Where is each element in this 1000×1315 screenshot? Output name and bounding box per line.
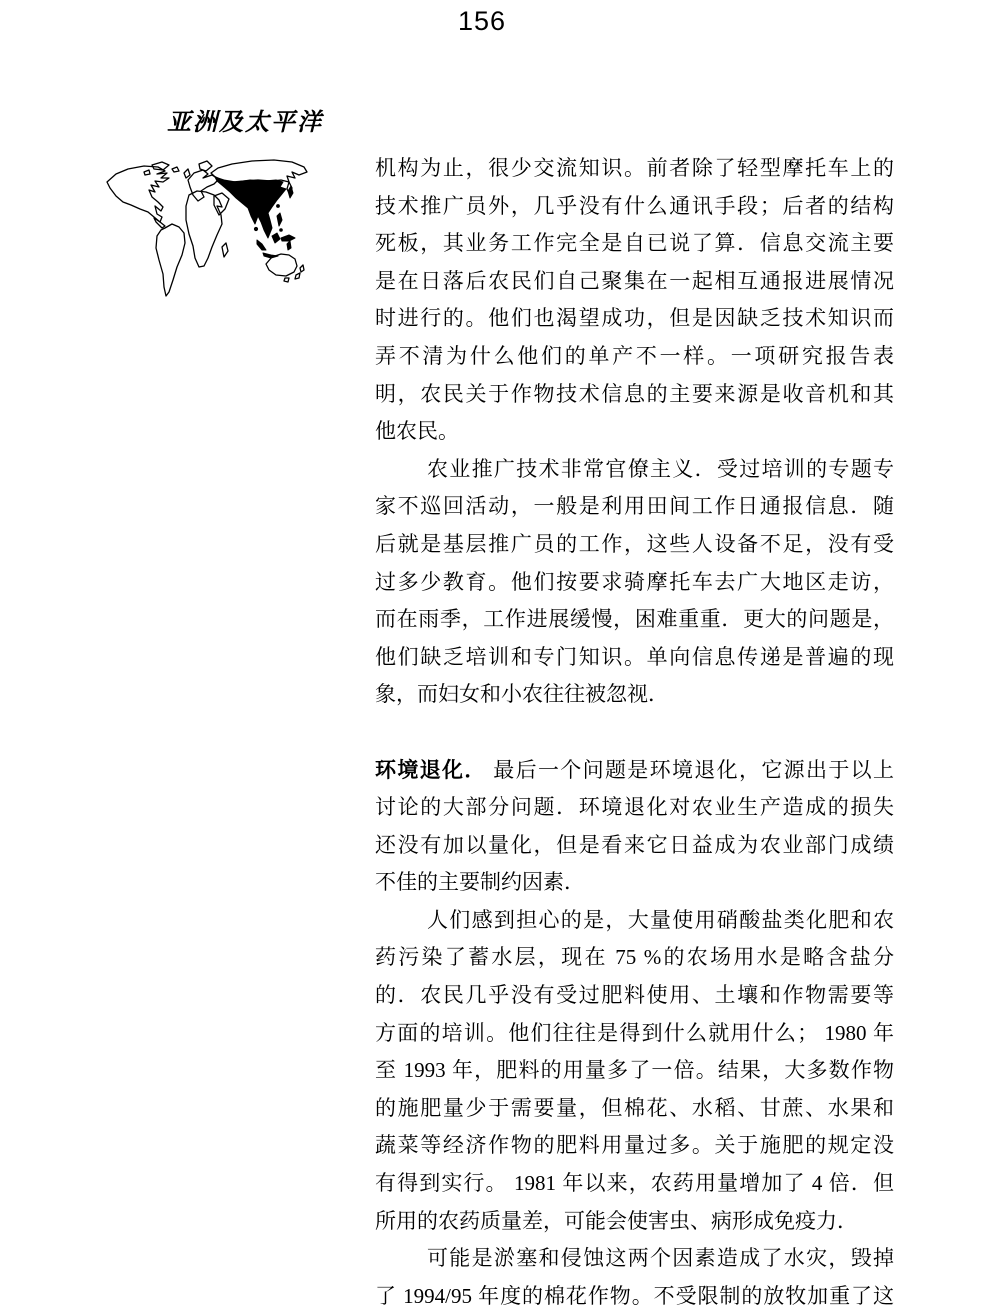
text-line: 死板，其业务工作完全是自已说了算．信息交流主要 — [375, 231, 894, 256]
text-line: 象，而妇女和小农往往被忽视． — [375, 682, 669, 707]
map-taiwan — [277, 205, 280, 208]
map-arctic-islet-2 — [144, 170, 150, 175]
map-madagascar — [222, 243, 228, 257]
map-philippines — [277, 213, 282, 226]
map-philippines-islet — [280, 229, 283, 232]
text-line: 至 1993 年，肥料的用量多了一倍。结果，大多数作物 — [375, 1058, 894, 1083]
text-line: 是在日落后农民们自己聚集在一起相互通报进展情况 — [375, 268, 894, 293]
text-line: 所用的农药质量差，可能会使害虫、病形成免疫力． — [375, 1208, 858, 1233]
text-column — [375, 150, 894, 1315]
text-line: 蔬菜等经济作物的肥料用量过多。关于施肥的规定没 — [375, 1133, 894, 1158]
map-sumatra — [257, 240, 266, 250]
map-central-america — [154, 218, 165, 228]
text-line: 的．农民几乎没有受过肥料使用、土壤和作物需要等 — [375, 983, 894, 1008]
map-java — [263, 253, 278, 258]
world-map-svg — [104, 158, 314, 303]
text-line: 不佳的主要制约因素． — [375, 870, 585, 895]
text-line: 环境退化． 最后一个问题是环境退化，它源出于以上 — [375, 757, 894, 782]
region-label: 亚洲及太平洋 — [167, 110, 323, 136]
text-line: 时进行的。他们也渴望成功，但是因缺乏技术知识而 — [375, 306, 894, 331]
text-line: 后就是基层推广员的工作，这些人设备不足，没有受 — [375, 531, 894, 556]
page-number: 156 — [457, 6, 507, 36]
paragraph — [375, 752, 894, 902]
text-line: 他们缺乏培训和专门知识。单向信息传递是普遍的现 — [375, 644, 894, 669]
map-south-america — [156, 224, 185, 296]
text-line: 方面的培训。他们往往是得到什么就用什么； 1980 年 — [375, 1020, 894, 1045]
text-line: 而在雨季，工作进展缓慢，困难重重．更大的问题是， — [375, 607, 894, 632]
text-line: 有得到实行。 1981 年以来，农药用量增加了 4 倍．但 — [375, 1171, 894, 1196]
map-new-zealand-north — [300, 265, 304, 272]
text-line: 药污染了蓄水层，现在 75 %的农场用水是略含盐分 — [375, 945, 894, 970]
paragraph — [375, 1240, 894, 1315]
text-line: 讨论的大部分问题．环境退化对农业生产造成的损失 — [375, 795, 894, 820]
text-line: 技术推广员外，几乎没有什么通讯手段；后者的结构 — [375, 193, 894, 218]
paragraph-lead: 环境退化． — [375, 757, 487, 782]
text-line: 可能是淤塞和侵蚀这两个因素造成了水灾，毁掉 — [427, 1246, 894, 1271]
map-new-zealand-south — [295, 273, 300, 279]
text-line: 农业推广技术非常官僚主义．受过培训的专题专 — [427, 456, 894, 481]
map-arabia — [214, 193, 229, 215]
text-line: 了 1994/95 年度的棉花作物。不受限制的放牧加重了这 — [375, 1283, 894, 1308]
text-line: 还没有加以量化，但是看来它日益成为农业部门成绩 — [375, 832, 894, 857]
text-line: 他农民。 — [375, 419, 459, 444]
map-new-guinea — [281, 235, 295, 241]
text-line: 过多少教育。他们按要求骑摩托车去广大地区走访， — [375, 569, 894, 594]
text-line: 弄不清为什么他们的单产不一样。一项研究报告表 — [375, 343, 894, 368]
map-scandinavia — [199, 161, 212, 171]
map-tasmania — [284, 278, 289, 282]
text-line: 机构为止，很少交流知识。前者除了轻型摩托车上的 — [375, 156, 894, 180]
text-line: 明，农民关于作物技术信息的主要来源是收音机和其 — [375, 381, 894, 406]
text-line: 家不巡回活动，一般是利用田间工作日通报信息．随 — [375, 494, 894, 519]
map-siberia — [211, 160, 307, 182]
map-sri-lanka — [254, 227, 257, 230]
text-line: 人们感到担心的是，大量使用硝酸盐类化肥和农 — [427, 907, 894, 932]
map-north-america — [107, 166, 169, 222]
map-british-isles — [184, 169, 190, 178]
map-sulawesi — [287, 241, 291, 250]
map-borneo — [272, 233, 280, 243]
paragraph — [375, 451, 894, 714]
paragraph — [375, 902, 894, 1240]
map-arctic-islet-1 — [172, 167, 179, 172]
text-line: 的施肥量少于需要量，但棉花、水稻、甘蔗、水果和 — [375, 1095, 894, 1120]
world-map-asia-pacific-icon — [104, 158, 314, 303]
map-africa — [186, 191, 222, 267]
paragraph — [375, 150, 894, 451]
